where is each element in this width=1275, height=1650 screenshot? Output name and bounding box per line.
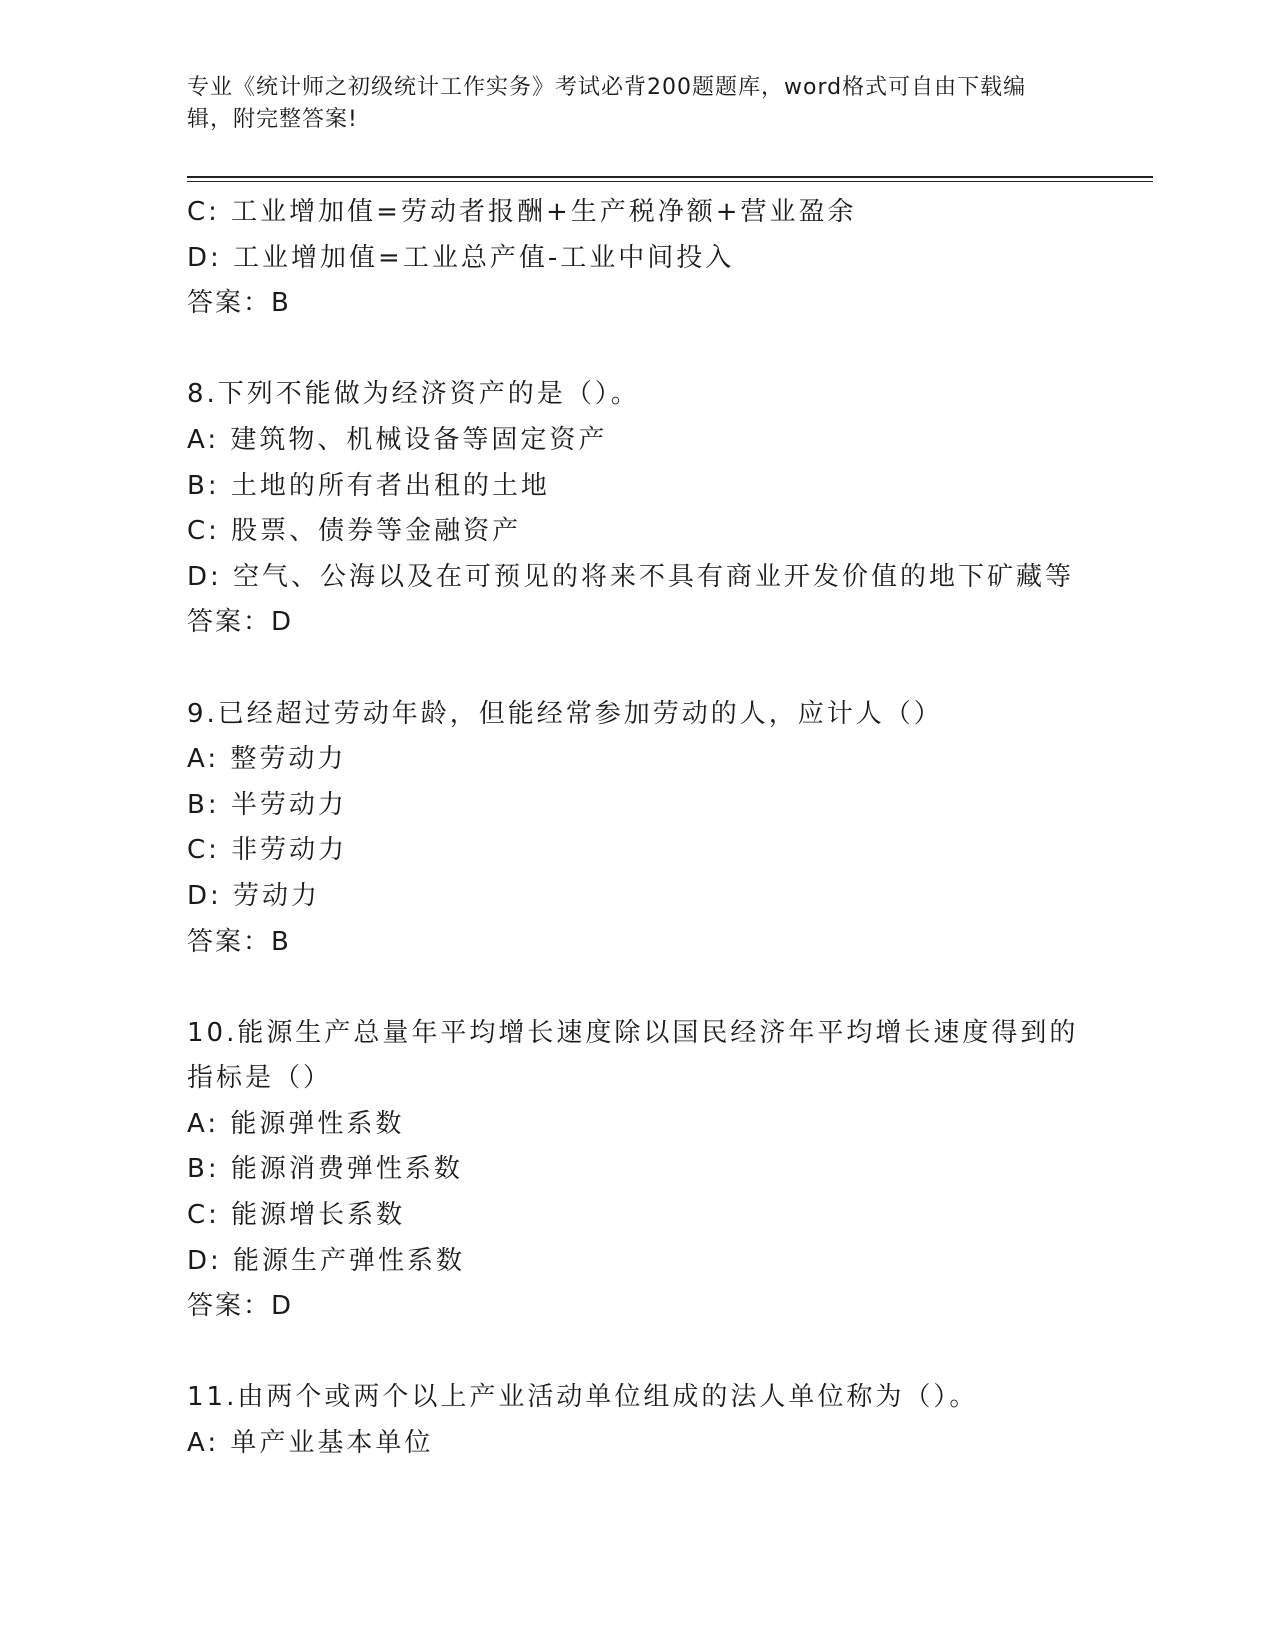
question-stem: 8.下列不能做为经济资产的是（）。 <box>187 379 640 410</box>
option-a: A: 建筑物、机械设备等固定资产 <box>187 424 608 455</box>
option-a: A: 单产业基本单位 <box>187 1428 434 1459</box>
option-a: A: 整劳动力 <box>187 744 347 775</box>
option-b: B: 半劳动力 <box>187 789 347 820</box>
option-d: D: 空气、公海以及在可预见的将来不具有商业开发价值的地下矿藏等 <box>187 561 1075 592</box>
question-list <box>187 190 1087 1467</box>
question-stem: 9.已经超过劳动年龄，但能经常参加劳动的人，应计人（） <box>187 698 943 729</box>
option-c: C: 股票、债券等金融资产 <box>187 516 522 547</box>
question-spacer <box>187 327 1087 373</box>
option-c: C: 非劳动力 <box>187 835 348 866</box>
question-7-continuation <box>187 190 1087 327</box>
header-divider-thick <box>187 176 1153 178</box>
page-header-intro: 专业《统计师之初级统计工作实务》考试必背200题题库，word格式可自由下载编辑，附完整答案! <box>187 75 1027 132</box>
option-d: D: 能源生产弹性系数 <box>187 1245 466 1276</box>
option-c: C: 工业增加值=劳动者报酬+生产税净额+营业盈余 <box>187 197 857 227</box>
question-11 <box>187 1375 1087 1466</box>
question-stem-line-1: 10.能源生产总量年平均增长速度除以国民经济年平均增长速度得到的 <box>187 1017 1079 1048</box>
question-10 <box>187 1011 1087 1330</box>
option-d: D: 工业增加值=工业总产值-工业中间投入 <box>187 242 735 273</box>
answer-label: 答案：D <box>187 607 294 638</box>
question-9 <box>187 692 1087 966</box>
question-spacer <box>187 965 1087 1011</box>
header-divider-thin <box>187 181 1153 182</box>
option-b: B: 土地的所有者出租的土地 <box>187 470 550 501</box>
option-b: B: 能源消费弹性系数 <box>187 1154 463 1185</box>
option-a: A: 能源弹性系数 <box>187 1108 405 1139</box>
answer-label: 答案：B <box>187 926 291 957</box>
question-spacer <box>187 646 1087 692</box>
question-8 <box>187 372 1087 646</box>
option-d: D: 劳动力 <box>187 880 321 911</box>
answer-label: 答案：D <box>187 1291 294 1322</box>
answer-label: 答案：B <box>187 288 291 319</box>
question-spacer <box>187 1330 1087 1376</box>
option-c: C: 能源增长系数 <box>187 1200 406 1231</box>
question-stem-line-2: 指标是（） <box>187 1063 333 1094</box>
question-stem: 11.由两个或两个以上产业活动单位组成的法人单位称为（）。 <box>187 1382 979 1413</box>
